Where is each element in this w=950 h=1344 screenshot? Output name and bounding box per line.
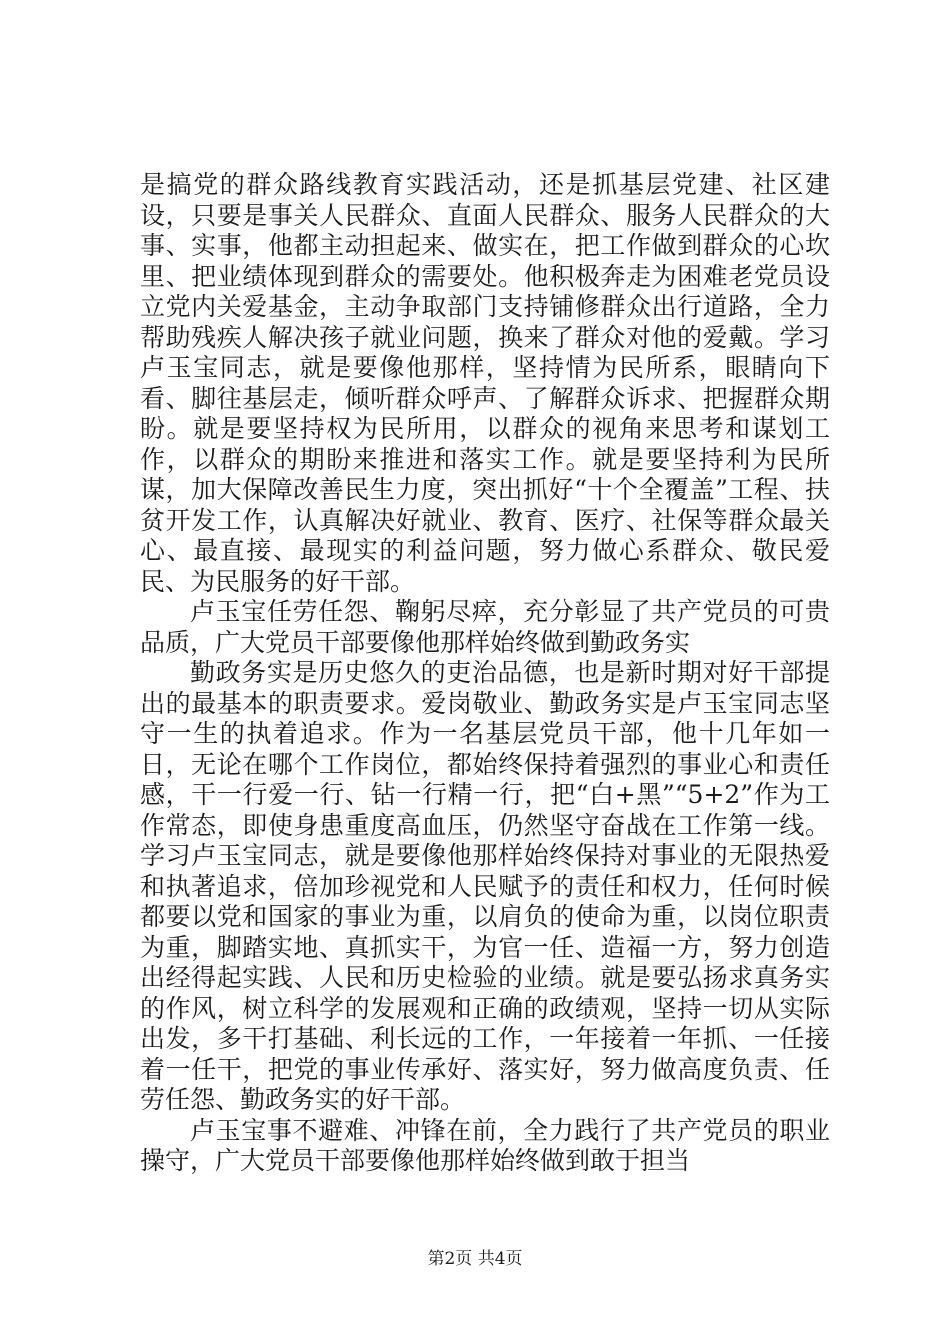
- page-footer: 第2页 共4页: [427, 1249, 523, 1269]
- paragraph-1: 是搞党的群众路线教育实践活动，还是抓基层党建、社区建设，只要是事关人民群众、直面人民群众、服务人民群众的大事、实事，他都主动担起来、做实在，把工作做到群众的心坎里、把业绩体现到群众的需要处。他积极奔走为困难老党员设立党内关爱基金，主动争取部门支持铺修群众出行道路，全力帮助残疾人解决孩子就业问题，换来了群众对他的爱戴。学习卢玉宝同志，就是要像他那样，坚持情为民所系，眼睛向下看、脚往基层走，倾听群众呼声、了解群众诉求、把握群众期盼。就是要坚持权为民所用，以群众的视角来思考和谋划工作，以群众的期盼来推进和落实工作。就是要坚持利为民所谋，加大保障改善民生力度，突出抓好“十个全覆盖”工程、扶贫开发工作，认真解决好就业、教育、医疗、社保等群众最关心、最直接、最现实的利益问题，努力做心系群众、敬民爱民、为民服务的好干部。: [140, 170, 830, 596]
- paragraph-4-heading: 卢玉宝事不避难、冲锋在前，全力践行了共产党员的职业操守，广大党员干部要像他那样始终做到敢于担当: [140, 1115, 830, 1175]
- paragraph-2-heading: 卢玉宝任劳任怨、鞠躬尽瘁，充分彰显了共产党员的可贵品质，广大党员干部要像他那样始终做到勤政务实: [140, 597, 830, 657]
- paragraph-3: 勤政务实是历史悠久的吏治品德，也是新时期对好干部提出的最基本的职责要求。爱岗敬业、勤政务实是卢玉宝同志坚守一生的执着追求。作为一名基层党员干部，他十几年如一日，无论在哪个工作岗位，都始终保持着强烈的事业心和责任感，干一行爱一行、钻一行精一行，把“白+黑”“5+2”作为工作常态，即使身患重度高血压，仍然坚守奋战在工作第一线。学习卢玉宝同志，就是要像他那样始终保持对事业的无限热爱和执著追求，倍加珍视党和人民赋予的责任和权力，任何时候都要以党和国家的事业为重，以肩负的使命为重，以岗位职责为重，脚踏实地、真抓实干，为官一任、造福一方，努力创造出经得起实践、人民和历史检验的业绩。就是要弘扬求真务实的作风，树立科学的发展观和正确的政绩观，坚持一切从实际出发，多干打基础、利长远的工作，一年接着一年抓、一任接着一任干，把党的事业传承好、落实好，努力做高度负责、任劳任怨、勤政务实的好干部。: [140, 658, 830, 1114]
- document-body: [140, 170, 830, 1177]
